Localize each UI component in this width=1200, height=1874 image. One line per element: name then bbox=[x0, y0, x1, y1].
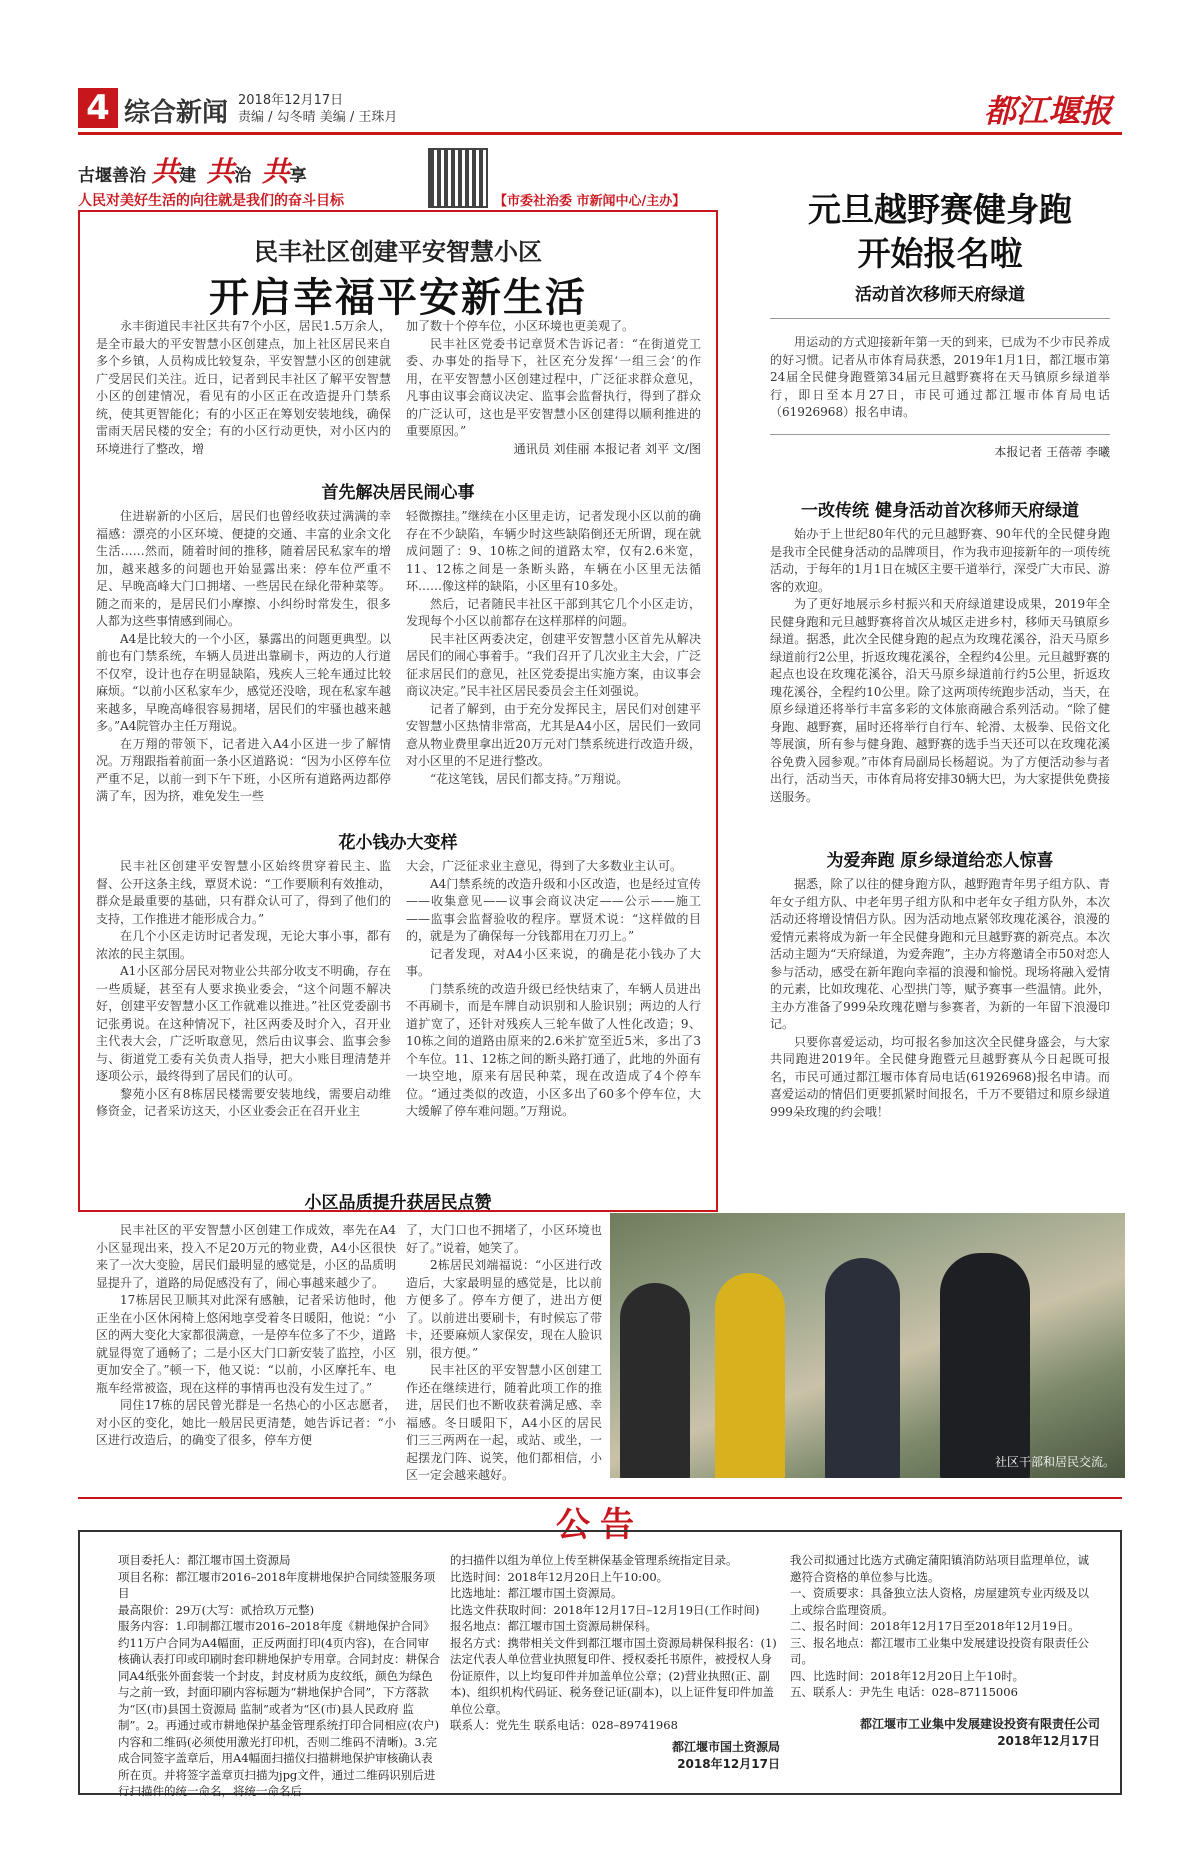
paragraph: 永丰街道民丰社区共有7个小区，居民1.5万余人，是全市最大的平安智慧小区创建点，加上社区居民来自多个乡镇，人员构成比较复杂，平安智慧小区的创建就广受居民们关注。近日，记者到民丰社区了解平安智慧小区的创建情况，看见有的小区正在改造提升门禁系统，使其更智能化；有的小区正在筹划安装地线，确保雷雨天居民楼的安全；有的小区行动更快，对小区内的环境进行了整改，增 bbox=[96, 319, 391, 456]
article-headline: 开启幸福平安新生活 bbox=[209, 274, 587, 321]
banner-word-1b: 建 bbox=[179, 166, 197, 186]
header-meta bbox=[238, 92, 397, 126]
paragraph: 门禁系统的改造升级已经快结束了，车辆人员进出不再刷卡，而是车牌自动识别和人脸识别；两边的人行道扩宽了，还针对残疾人三轮车做了人性化改造；9、10栋之间的道路由原来的2.6米扩宽至近5米，多出了3个车位。11、12栋之间的断头路打通了，此地的外面有一块空地，原来有居民种菜，现在改造成了4个停车位。“通过类似的改造，小区多出了60多个停车位，大大缓解了停车难问题。”万翔说。 bbox=[406, 981, 701, 1118]
notice-line: 五、联系人：尹先生 电话：028–87115006 bbox=[790, 1685, 1018, 1699]
s1-col-1 bbox=[96, 508, 391, 806]
s3-col-2 bbox=[406, 1222, 602, 1485]
paragraph: 民丰社区的平安智慧小区创建工作成效，率先在A4小区显现出来，投入不足20万元的物业费，A4小区很快来了一次大变脸，居民们最明显的感觉是，小区的品质明显提升了，道路的局促感没有了，闹心事越来越少了。 bbox=[96, 1223, 397, 1290]
paragraph: “花这笔钱，居民们都支持。”万翔说。 bbox=[430, 771, 629, 786]
paragraph: 加了数十个停车位，小区环境也更美观了。 bbox=[406, 319, 635, 333]
notice-line: 比选地址：都江堰市国土资源局。 bbox=[450, 1586, 623, 1600]
paragraph: 民丰社区两委决定，创建平安智慧小区首先从解决居民们的闹心事着手。“我们召开了几次业主大会，广泛征求居民们的意见，社区党委提出实施方案，由议事会商议决定。”民丰社区居民委员会主任刘强说。 bbox=[406, 631, 701, 698]
banner-word-2: 共 bbox=[206, 155, 235, 188]
paragraph: 民丰社区的平安智慧小区创建工作还在继续进行，随着此项工作的推进，居民们也不断收获着满足感、幸福感。冬日暖阳下，A4小区的居民们三三两两在一起，或站、或坐，一起摆龙门阵、说笑，他们都相信，小区一定会越来越好。 bbox=[406, 1363, 602, 1482]
editors: 责编 / 勾冬晴 美编 / 王珠月 bbox=[238, 110, 398, 125]
notice-line: 报名地点：都江堰市国土资源局耕保科。 bbox=[450, 1619, 657, 1633]
notice-line: 服务内容：1.印制都江堰市2016–2018年度《耕地保护合同》约11万户合同为A4幅面，正反两面打印(4页内容)，在合同审核确认表打印或印刷时套印耕地保护专用章。合同封皮：耕保合同A4纸张外面套装一个封皮，封皮材质为皮纹纸，颜色为绿色与之前一致，封面印刷内容标题为“耕地保护合同”，下方落款为“区(市)县国土资源局 监制”或者为“区(市)县人民政府 监制”。2。再通过或市耕地保护基金管理系统打印合同相应(农户)内容和二维码(必须使用激光打印机，否则二维码不清晰)。3.完成合同签字盖章后，用A4幅面扫描仪扫描耕地保护审核确认表所在页。并将签字盖章页扫描为jpg文件，通过二维码识别后进行扫描件的统一命名，将统一命名后 bbox=[118, 1619, 440, 1798]
subhead-3: 小区品质提升获居民点赞 bbox=[304, 1193, 492, 1213]
paragraph: 民丰社区党委书记章贤术告诉记者：“在街道党工委、办事处的指导下，社区充分发挥‘一组三会’的作用，在平安智慧小区创建过程中，广泛征求群众意见，凡事由议事会商议决定、监事会监督执行，得到了群众的广泛认可，这也是平安智慧小区创建得以顺利推进的重要原因。” bbox=[406, 336, 701, 438]
notice-date-1: 2018年12月17日 bbox=[677, 1756, 780, 1771]
article-kicker: 民丰社区创建平安智慧小区 bbox=[254, 238, 542, 266]
paragraph: 始办于上世纪80年代的元旦越野赛、90年代的全民健身跑是我市全民健身活动的品牌项目，作为我市迎接新年的一项传统活动，于每年的1月1日在城区主要干道举行，深受广大市民、游客的欢迎。 bbox=[770, 527, 1110, 594]
notice-col-2 bbox=[450, 1552, 780, 1772]
subhead-2: 花小钱办大变样 bbox=[338, 833, 458, 853]
right-headline-line1: 元旦越野赛健身跑 bbox=[808, 190, 1072, 229]
notice-line: 三、报名地点：都江堰市工业集中发展建设投资有限责任公司。 bbox=[790, 1635, 1089, 1666]
paragraph: 然后，记者随民丰社区干部到其它几个小区走访，发现每个小区以前都存在这样那样的问题。 bbox=[406, 596, 701, 628]
paragraph: 17栋居民卫顺其对此深有感触，记者采访他时，他正坐在小区休闲椅上悠闲地享受着冬日暖阳，他说：“小区的两大变化大家都很满意，一是停车位多了不少，道路就显得宽了通畅了；二是小区大门口新安装了监控，小区更加安全了。”顿一下，他又说：“以前，小区摩托车、电瓶车经常被盗，现在这样的事情再也没有发生过了。” bbox=[96, 1293, 397, 1395]
right-headline bbox=[760, 188, 1120, 276]
paragraph: 大会，广泛征求业主意见，得到了大多数业主认可。 bbox=[406, 859, 683, 873]
notice-line: 项目委托人：都江堰市国土资源局 bbox=[118, 1553, 291, 1567]
photo-caption: 社区干部和居民交流。 bbox=[994, 1455, 1115, 1469]
s3-col-1 bbox=[96, 1222, 396, 1450]
divider bbox=[770, 434, 1110, 435]
paragraph: 记者了解到，由于充分发挥民主，居民们对创建平安智慧小区热情非常高，尤其是A4小区，居民们一致同意从物业费里拿出近20万元对门禁系统进行改造升级，对小区里的不足进行整改。 bbox=[406, 701, 701, 768]
notice-line: 我公司拟通过比选方式确定蒲阳镇消防站项目监理单位，诚邀符合资格的单位参与比选。 bbox=[790, 1553, 1089, 1584]
right-subtitle: 活动首次移师天府绿道 bbox=[855, 285, 1025, 305]
divider bbox=[770, 318, 1110, 319]
paragraph: A4是比较大的一个小区，暴露出的问题更典型。以前也有门禁系统，车辆人员进出靠刷卡，两边的人行道不仅窄，设计也存在明显缺陷，残疾人三轮车通过比较麻烦。“以前小区私家车少，感觉还没啥，现在私家车越来越多，早晚高峰很容易拥堵，居民们的牢骚也越来越多。”A4院管办主任万翔说。 bbox=[96, 631, 391, 733]
banner-slogan: 人民对美好生活的向往就是我们的奋斗目标 bbox=[78, 193, 344, 209]
banner-word-3: 共 bbox=[261, 155, 290, 188]
paragraph: 为了更好地展示乡村振兴和天府绿道建设成果，2019年全民健身跑和元旦越野赛将首次从城区走进乡村，移师天马镇原乡绿道。据悉，此次全民健身跑的起点为玫瑰花溪谷，沿天马原乡绿道前行2公里，折返玫瑰花溪谷，全程约4公里。元旦越野赛的起点也设在玫瑰花溪谷，沿天马原乡绿道前行约5公里，折返玫瑰花溪谷，全程约10公里。除了这两项传统跑步活动，当天，在原乡绿道还将举行丰富多彩的文体旅商融合系列活动。“除了健身跑、越野赛，届时还将举行自行车、轮滑、太极拳、民俗文化等展演，所有参与健身跑、越野赛的选手当天还可以在玫瑰花溪谷免费入园参观。”市体育局副局长杨超说。为了方便活动参与者出行，活动当天，市体育局将安排30辆大巴，为大家提供免费接送服务。 bbox=[770, 597, 1110, 804]
notice-line: 四、比选时间：2018年12月20日上午10时。 bbox=[790, 1668, 1025, 1683]
right-intro bbox=[770, 334, 1110, 422]
notice-line: 比选时间：2018年12月20日上午10:00。 bbox=[450, 1569, 669, 1584]
person-figure bbox=[940, 1253, 1030, 1478]
news-photo bbox=[610, 1213, 1125, 1478]
paragraph: A4门禁系统的改造升级和小区改造，也是经过宣传——收集意见——议事会商议决定——公示——施工——监事会监督验收的程序。覃贤术说：“这样做的目的，就是为了确保每一分钱都用在刀刃上。” bbox=[406, 876, 701, 943]
issue-date: 2018年12月17日 bbox=[238, 93, 344, 108]
notice-line: 报名方式：携带相关文件到都江堰市国土资源局耕保科报名：(1)法定代表人单位营业执照复印件、授权委托书原件，被授权人身份证原件，以上均复印件并加盖单位公章；(2)营业执照(正、副本)、组织机构代码证、税务登记证(副本)，以上证件复印件加盖单位公章。 bbox=[450, 1635, 777, 1716]
notice-line: 比选文件获取时间：2018年12月17日–12月19日(工作时间) bbox=[450, 1602, 760, 1617]
paragraph: 了，大门口也不拥堵了，小区环境也好了。”说着，她笑了。 bbox=[406, 1223, 602, 1255]
banner-word-1: 共 bbox=[151, 155, 180, 188]
header-rule bbox=[78, 132, 1122, 135]
notice-signature-1: 都江堰市国土资源局 bbox=[671, 1739, 780, 1754]
s1-col-2 bbox=[406, 508, 701, 788]
intro-col-1 bbox=[96, 318, 391, 458]
paragraph: 轻微擦挂。”继续在小区里走访，记者发现小区以前的确存在不少缺陷，车辆少时这些缺陷倒还无所谓，现在就成问题了：9、10栋之间的道路太窄，仅有2.6米宽，11、12栋之间是一条断头路，车辆在小区里无法循环……像这样的缺陷，小区里有10多处。 bbox=[406, 509, 701, 593]
paragraph: 用运动的方式迎接新年第一天的到来，已成为不少市民养成的好习惯。记者从市体育局获悉，2019年1月1日，都江堰市第24届全民健身跑暨第34届元旦越野赛将在天马镇原乡绿道举行，即日至本月27日，市民可通过都江堰市体育局电话（61926968）报名申请。 bbox=[770, 335, 1110, 419]
notice-line: 二、报名时间：2018年12月17日至2018年12月19日。 bbox=[790, 1619, 1080, 1633]
notice-title-text: 公告 bbox=[542, 1505, 658, 1545]
page-number: 4 bbox=[78, 88, 118, 128]
notice-line: 联系人：党先生 联系电话：028–89741968 bbox=[450, 1718, 678, 1732]
person-figure bbox=[620, 1283, 690, 1478]
s2-col-1 bbox=[96, 858, 391, 1121]
notice-line: 的扫描件以组为单位上传至耕保基金管理系统指定目录。 bbox=[450, 1553, 738, 1567]
banner-left: 古堰善治 bbox=[78, 166, 146, 186]
notice-col-1 bbox=[118, 1552, 440, 1800]
paragraph: 黎苑小区有8栋居民楼需要安装地线，需要启动维修资金，记者采访这天，小区业委会正在召开业主 bbox=[96, 1086, 391, 1118]
host-label: 【市委社治委 市新闻中心/主办】 bbox=[494, 194, 686, 209]
paragraph: 同住17栋的居民曾光群是一名热心的小区志愿者，对小区的变化，她比一般居民更清楚，她告诉记者：“小区进行改造后，的确变了很多，停车方便 bbox=[96, 1398, 396, 1447]
notice-line: 项目名称：都江堰市2016–2018年度耕地保护合同续签服务项目 bbox=[118, 1569, 436, 1600]
s2-col-2 bbox=[406, 858, 701, 1121]
right-s2 bbox=[770, 876, 1110, 1121]
right-headline-line2: 开始报名啦 bbox=[857, 234, 1023, 273]
right-byline: 本报记者 王蓓蒂 李曦 bbox=[994, 445, 1110, 459]
paragraph: 在万翔的带领下，记者进入A4小区进一步了解情况。万翔跟指着前面一条小区道路说：“因为小区停车位严重不足，以前一到下午下班，小区所有道路两边都停满了车，因为挤，难免发生一些 bbox=[96, 736, 391, 803]
right-s1 bbox=[770, 526, 1110, 806]
qr-code-icon[interactable] bbox=[428, 148, 488, 208]
paragraph: 只要你喜爱运动，均可报名参加这次全民健身盛会，与大家共同跑进2019年。全民健身跑暨元旦越野赛从今日起既可报名，市民可通过都江堰市体育局电话(61926968)报名申请。而喜爱运动的情侣们更要抓紧时间报名，千万不要错过和原乡绿道999朵玫瑰的约会哦！ bbox=[770, 1034, 1110, 1119]
paragraph: 记者发现，对A4小区来说，的确是花小钱办了大事。 bbox=[406, 946, 701, 978]
notice-col-3 bbox=[790, 1552, 1100, 1749]
paragraph: 2栋居民刘端福说：“小区进行改造后，大家最明显的感觉是，比以前方便多了。停车方便了，进出方便了。以前进出要刷卡，有时候忘了带卡，还要麻烦人家保安，现在人脸识别，很方便。” bbox=[406, 1258, 602, 1360]
right-subhead-2: 为爱奔跑 原乡绿道给恋人惊喜 bbox=[826, 851, 1054, 871]
notice-line: 最高限价：29万(大写：贰拾玖万元整) bbox=[118, 1602, 315, 1617]
person-figure bbox=[715, 1273, 785, 1478]
masthead-logo: 都江堰报 bbox=[983, 92, 1112, 130]
banner-word-2b: 治 bbox=[234, 166, 252, 186]
person-figure bbox=[825, 1258, 900, 1478]
notice-line: 一、资质要求：具备独立法人资格，房屋建筑专业丙级及以上或综合监理资质。 bbox=[790, 1586, 1089, 1617]
section-name: 综合新闻 bbox=[124, 98, 229, 128]
paragraph: 在几个小区走访时记者发现，无论大事小事，都有浓浓的民主氛围。 bbox=[96, 929, 391, 961]
notice-signature-2: 都江堰市工业集中发展建设投资有限责任公司 bbox=[859, 1716, 1100, 1731]
paragraph: A1小区部分居民对物业公共部分收支不明确，存在一些质疑，甚至有人要求换业委会，“这个问题不解决好，创建平安智慧小区工作就难以推进。”社区党委副书记张勇说。在这种情况下，社区两委及时介入，召开业主代表大会，广泛听取意见，然后由议事会、监事会参与、街道党工委有关负责人指导，把大小账目理清楚并逐项公示，最终得到了居民们的认可。 bbox=[96, 964, 391, 1083]
subhead-1: 首先解决居民闹心事 bbox=[321, 483, 475, 503]
right-subhead-1: 一改传统 健身活动首次移师天府绿道 bbox=[801, 501, 1079, 521]
intro-col-2 bbox=[406, 318, 701, 458]
article-byline: 通讯员 刘佳丽 本报记者 刘平 文/图 bbox=[513, 441, 701, 456]
paragraph: 住进崭新的小区后，居民们也曾经收获过满满的幸福感：漂亮的小区环境、便捷的交通、丰富的业余文化生活……然而，随着时间的推移，随着居民私家车的增加，越来越多的问题也开始显露出来：停车位严重不足、早晚高峰大门口拥堵、一些居民在绿化带种菜等。随之而来的，是居民们小摩擦、小纠纷时常发生，很多人都为这些事情感到闹心。 bbox=[96, 509, 391, 628]
notice-date-2: 2018年12月17日 bbox=[997, 1733, 1100, 1748]
paragraph: 据悉，除了以往的健身跑方队，越野跑青年男子组方队、青年女子组方队、中老年男子组方队和中老年女子组方队外，本次活动还将增设情侣方队。因为活动地点紧邻玫瑰花溪谷，浪漫的爱情元素将成为新一年全民健身跑和元旦越野赛的新亮点。本次活动主题为“天府绿道，为爱奔跑”，主办方将邀请全市50对恋人参与活动，感受在新年跑向幸福的浪漫和愉悦。现场将融入爱情的元素，比如玫瑰花、心型拱门等，赋予赛事一些温情。此外，主办方准备了999朵玫瑰花赠与参赛者，为新的一年留下浪漫印记。 bbox=[770, 877, 1110, 1031]
paragraph: 民丰社区创建平安智慧小区始终贯穿着民主、监督、公开这条主线，覃贤术说：“工作要顺利有效推动，群众是最重要的基础，只有群众认可了，得到了他们的支持，工作推进才能形成合力。” bbox=[96, 859, 391, 926]
banner-word-3b: 享 bbox=[289, 166, 307, 186]
